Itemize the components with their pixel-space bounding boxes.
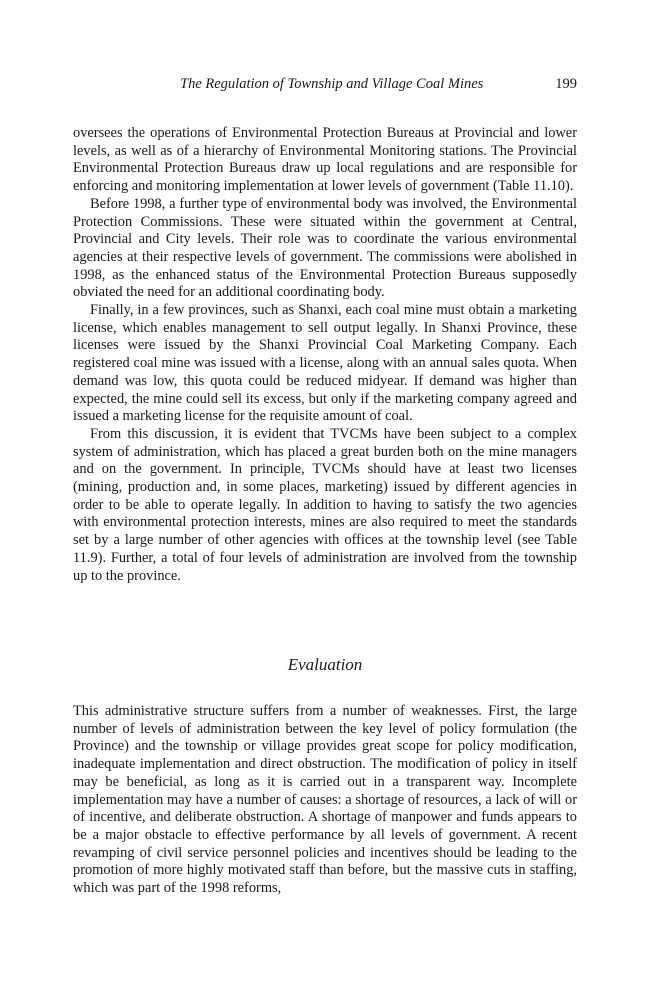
section-body bbox=[73, 703, 577, 898]
paragraph-environmental-commissions: Before 1998, a further type of environmental body was involved, the Environmental Protection Commissions. These were situated within the government at Central, Provincial and City levels. Their role was to coordinate the various environmental agencies at their respective levels of government. The commissions were abolished in 1998, as the enhanced status of the Environmental Protection Bureaus supposedly obviated the need for an additional coordinating body. bbox=[73, 195, 577, 301]
paragraph-marketing-license: Finally, in a few provinces, such as Shanxi, each coal mine must obtain a marketing license, which enables management to sell output legally. In Shanxi Province, these licenses were issued by the Shanxi Provincial Coal Marketing Company. Each registered coal mine was issued with a license, along with an annual sales quota. When demand was low, this quota could be reduced midyear. If demand was higher than expected, the mine could sell its excess, but only if the marketing company agreed and issued a marketing license for the requisite amount of coal. bbox=[73, 302, 577, 425]
paragraph-continued: oversees the operations of Environmental Protection Bureaus at Provincial and lower levels, as well as of a hierarchy of Environmental Monitoring stations. The Provincial Environmental Protection Bureaus draw up local regulations and are responsible for enforcing and monitoring implementation at lower levels of government (Table 11.10). bbox=[73, 125, 577, 195]
body-text bbox=[73, 125, 577, 585]
running-header bbox=[73, 74, 577, 94]
paragraph-evaluation: This administrative structure suffers from a number of weaknesses. First, the large number of levels of administration between the key level of policy formulation (the Province) and the township or village provides great scope for policy modification, inadequate implementation and direct obstruction. The modification of policy in itself may be beneficial, as long as it is carried out in a transparent way. Incomplete implementation may have a number of causes: a shortage of resources, a lack of will or of incentive, and deliberate obstruction. A shortage of manpower and funds appears to be a major obstacle to effective performance by all levels of government. A recent revamping of civil service personnel policies and incentives should be leading to the promotion of more highly motivated staff than before, but the massive cuts in staffing, which was part of the 1998 reforms, bbox=[73, 703, 577, 897]
paragraph-administration-summary: From this discussion, it is evident that TVCMs have been subject to a complex system of administration, which has placed a great burden both on the mine managers and on the government. In principle, TVCMs should have at least two licenses (mining, production and, in some places, marketing) issued by different agencies in order to be able to operate legally. In addition to having to satisfy the two agencies with environmental protection interests, mines are also required to meet the standards set by a large number of other agencies with offices at the township level (see Table 11.9). Further, a total of four levels of administration are involved from the township up to the province. bbox=[73, 425, 577, 584]
section-heading: Evaluation bbox=[287, 655, 363, 674]
running-title: The Regulation of Township and Village Coal Mines bbox=[180, 76, 484, 92]
page-number: 199 bbox=[555, 76, 577, 92]
